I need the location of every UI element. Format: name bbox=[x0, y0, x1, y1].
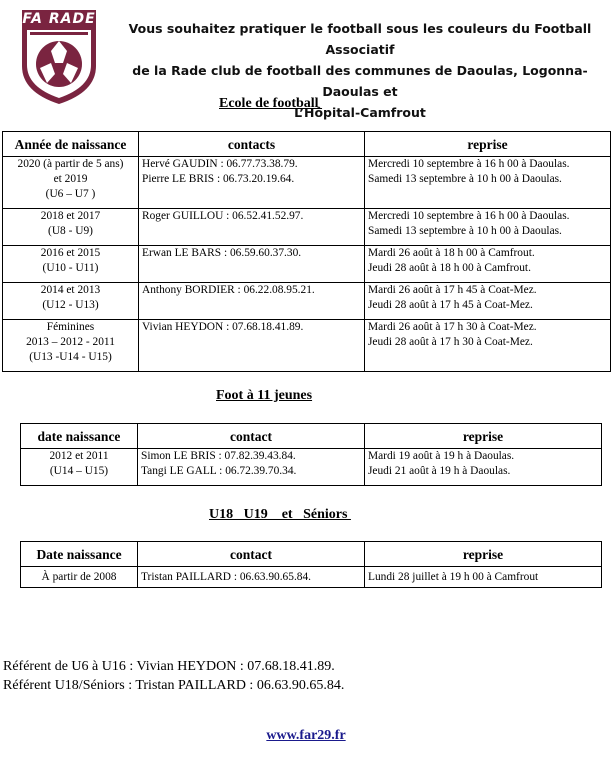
cell-line: 2012 et 2011 bbox=[49, 450, 109, 462]
cell-line: Jeudi 28 août à 17 h 45 à Coat-Mez. bbox=[368, 299, 533, 311]
cell-line: Mercredi 10 septembre à 16 h 00 à Daoulas. bbox=[368, 158, 570, 170]
page-header bbox=[110, 18, 610, 123]
cell-line: 2014 et 2013 bbox=[40, 284, 101, 296]
cell-line: (U14 – U15) bbox=[49, 465, 109, 477]
column-header: reprise bbox=[365, 424, 602, 449]
column-header: Année de naissance bbox=[3, 132, 139, 157]
table-ecole bbox=[2, 131, 611, 372]
table-row bbox=[21, 567, 602, 588]
table-foot11 bbox=[20, 423, 602, 486]
cell-line: Jeudi 21 août à 19 h à Daoulas. bbox=[368, 465, 511, 477]
table-header-row bbox=[3, 132, 611, 157]
cell-line: Mardi 26 août à 18 h 00 à Camfrout. bbox=[368, 247, 535, 259]
contacts-cell bbox=[138, 567, 365, 588]
cell-line: Tangi LE GALL : 06.72.39.70.34. bbox=[141, 465, 297, 477]
column-header: contacts bbox=[139, 132, 365, 157]
birth-year-cell bbox=[3, 209, 139, 246]
table-header-row bbox=[21, 424, 602, 449]
referent-line: Référent de U6 à U16 : Vivian HEYDON : 07.68.18.41.89. bbox=[3, 659, 335, 674]
cell-line: Féminines bbox=[46, 321, 95, 333]
header-line: de la Rade club de football des communes de Daoulas, Logonna-Daoulas et bbox=[132, 63, 588, 99]
cell-line: Roger GUILLOU : 06.52.41.52.97. bbox=[142, 210, 304, 222]
cell-line: 2018 et 2017 bbox=[40, 210, 101, 222]
cell-line: Lundi 28 juillet à 19 h 00 à Camfrout bbox=[368, 570, 539, 583]
birth-year-cell bbox=[3, 320, 139, 372]
cell-line: (U12 - U13) bbox=[42, 299, 99, 311]
reprise-cell bbox=[365, 449, 602, 486]
website-link[interactable]: www.far29.fr bbox=[266, 728, 346, 743]
reprise-cell bbox=[365, 246, 611, 283]
table-seniors bbox=[20, 541, 602, 588]
cell-line: Simon LE BRIS : 07.82.39.43.84. bbox=[141, 450, 296, 462]
table-row bbox=[3, 246, 611, 283]
table-row bbox=[3, 209, 611, 246]
section-title-seniors: U18 U19 et Séniors bbox=[209, 507, 351, 522]
contacts-cell bbox=[139, 209, 365, 246]
reprise-cell bbox=[365, 283, 611, 320]
reprise-cell bbox=[365, 567, 602, 588]
column-header: Date naissance bbox=[21, 542, 138, 567]
cell-line: Mardi 26 août à 17 h 45 à Coat-Mez. bbox=[368, 284, 537, 296]
club-logo bbox=[18, 8, 100, 106]
table-row bbox=[3, 320, 611, 372]
website-footer bbox=[0, 728, 612, 744]
cell-line: Jeudi 28 août à 17 h 30 à Coat-Mez. bbox=[368, 336, 533, 348]
cell-line: À partir de 2008 bbox=[41, 570, 117, 583]
cell-line: et 2019 bbox=[53, 173, 88, 185]
table-header-row bbox=[21, 542, 602, 567]
table-row bbox=[3, 157, 611, 209]
birth-year-cell bbox=[3, 246, 139, 283]
logo-text: FA RADE bbox=[22, 11, 96, 27]
cell-line: Jeudi 28 août à 18 h 00 à Camfrout. bbox=[368, 262, 531, 274]
cell-line: Anthony BORDIER : 06.22.08.95.21. bbox=[142, 284, 315, 296]
contacts-cell bbox=[139, 320, 365, 372]
table-row bbox=[3, 283, 611, 320]
birth-year-cell bbox=[21, 449, 138, 486]
referents bbox=[3, 657, 344, 695]
cell-line: Samedi 13 septembre à 10 h 00 à Daoulas. bbox=[368, 225, 562, 237]
column-header: reprise bbox=[365, 542, 602, 567]
cell-line: Pierre LE BRIS : 06.73.20.19.64. bbox=[142, 173, 295, 185]
column-header: reprise bbox=[365, 132, 611, 157]
cell-line: Hervé GAUDIN : 06.77.73.38.79. bbox=[142, 158, 298, 170]
column-header: contact bbox=[138, 424, 365, 449]
contacts-cell bbox=[138, 449, 365, 486]
birth-year-cell bbox=[3, 157, 139, 209]
column-header: contact bbox=[138, 542, 365, 567]
reprise-cell bbox=[365, 320, 611, 372]
cell-line: Vivian HEYDON : 07.68.18.41.89. bbox=[142, 321, 304, 333]
cell-line: 2020 (à partir de 5 ans) bbox=[17, 158, 124, 170]
cell-line: 2013 – 2012 - 2011 bbox=[26, 336, 115, 348]
cell-line: Mardi 26 août à 17 h 30 à Coat-Mez. bbox=[368, 321, 537, 333]
cell-line: Mercredi 10 septembre à 16 h 00 à Daoulas. bbox=[368, 210, 570, 222]
header-line: L’Hôpital-Camfrout bbox=[294, 105, 426, 120]
birth-year-cell bbox=[3, 283, 139, 320]
section-title-foot11: Foot à 11 jeunes bbox=[216, 388, 313, 403]
referent-line: Référent U18/Séniors : Tristan PAILLARD : 06.63.90.65.84. bbox=[3, 678, 345, 693]
contacts-cell bbox=[139, 157, 365, 209]
cell-line: 2016 et 2015 bbox=[40, 247, 101, 259]
reprise-cell bbox=[365, 209, 611, 246]
cell-line: (U8 - U9) bbox=[48, 225, 93, 237]
table-row bbox=[21, 449, 602, 486]
cell-line: Samedi 13 septembre à 10 h 00 à Daoulas. bbox=[368, 173, 562, 185]
reprise-cell bbox=[365, 157, 611, 209]
cell-line: (U6 – U7 ) bbox=[45, 188, 96, 200]
cell-line: Mardi 19 août à 19 h à Daoulas. bbox=[368, 450, 515, 462]
section-title-ecole: Ecole de football bbox=[219, 96, 323, 111]
contacts-cell bbox=[139, 246, 365, 283]
cell-line: (U13 -U14 - U15) bbox=[29, 351, 112, 363]
header-line: Vous souhaitez pratiquer le football sous les couleurs du Football Associatif bbox=[128, 21, 592, 57]
cell-line: (U10 - U11) bbox=[42, 262, 99, 274]
birth-year-cell bbox=[21, 567, 138, 588]
cell-line: Erwan LE BARS : 06.59.60.37.30. bbox=[142, 247, 302, 259]
contacts-cell bbox=[139, 283, 365, 320]
cell-line: Tristan PAILLARD : 06.63.90.65.84. bbox=[141, 570, 312, 583]
column-header: date naissance bbox=[21, 424, 138, 449]
